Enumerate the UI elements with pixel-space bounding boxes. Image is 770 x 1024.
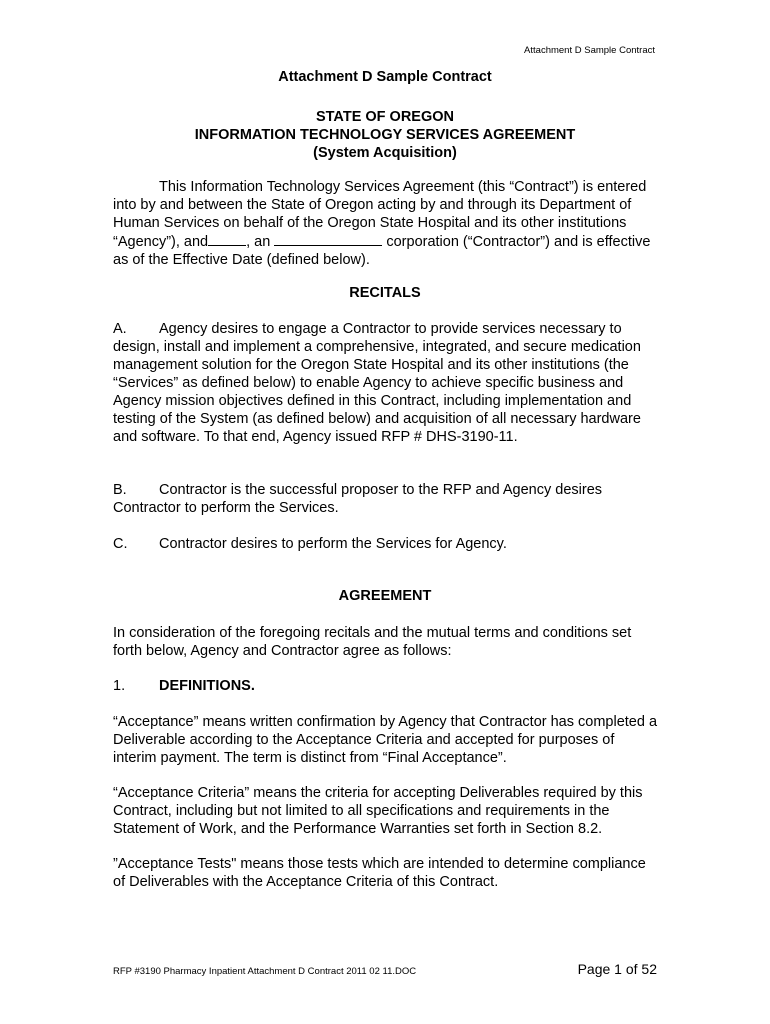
- title-line-2: INFORMATION TECHNOLOGY SERVICES AGREEMENT: [194, 127, 576, 143]
- definitions-number: 1.: [113, 678, 126, 694]
- definition-acceptance-criteria: “Acceptance Criteria” means the criteria for accepting Deliverables required by this Contract, including but not limited to all specifications and requirements in the Statement of Work, and the Performance Warranties set forth in Section 8.2.: [113, 785, 643, 837]
- recital-c: [113, 535, 658, 553]
- recitals-heading: RECITALS: [349, 285, 421, 301]
- agreement-heading: AGREEMENT: [338, 588, 432, 604]
- definition-acceptance-tests: ”Acceptance Tests" means those tests which are intended to determine compliance of Deliverables with the Acceptance Criteria of this Contract.: [113, 856, 646, 890]
- intro-part-2: , an: [246, 234, 271, 250]
- contractor-name-blank: [208, 232, 246, 246]
- recital-a-text: Agency desires to engage a Contractor to provide services necessary to design, install and implement a comprehensive, integrated, and secure medication management solution for the Oregon State Hospital and its other institutions (the “Services” as defined below) to enable Agency to achieve specific business and Agency mission objectives defined in this Contract, including implementation and testing of the System (as defined below) and acquisition of all necessary hardware and software. To that end, Agency issued RFP # DHS-3190-11.: [113, 321, 641, 445]
- footer-file-name: RFP #3190 Pharmacy Inpatient Attachment D Contract 2011 02 11.DOC: [113, 966, 417, 977]
- recital-b: [113, 481, 658, 517]
- intro-part-1: This Information Technology Services Agreement (this “Contract”) is entered into by and between the State of Oregon acting by and through its Department of Human Services on behalf of the Oregon State Hospital and its other institutions “Agency”), and: [113, 179, 647, 250]
- corporation-state-blank: [274, 232, 382, 246]
- page-number: Page 1 of 52: [577, 961, 657, 977]
- definitions-heading: [113, 677, 658, 695]
- recital-b-label: B.: [113, 482, 127, 498]
- title-line-3: (System Acquisition): [313, 145, 457, 161]
- title-line-1: STATE OF OREGON: [315, 109, 455, 125]
- definition-acceptance: “Acceptance” means written confirmation by Agency that Contractor has completed a Deliverable according to the Acceptance Criteria and accepted for purposes of interim payment. The term is distinct from “Final Acceptance”.: [113, 714, 658, 766]
- document-title: Attachment D Sample Contract: [278, 69, 492, 85]
- recital-c-label: C.: [113, 536, 128, 552]
- agreement-paragraph: In consideration of the foregoing recitals and the mutual terms and conditions set forth below, Agency and Contractor agree as follows:: [113, 625, 632, 659]
- recital-c-text: Contractor desires to perform the Services for Agency.: [159, 536, 507, 552]
- intro-part-3: corporation (“Contractor”) and is effective as of the Effective Date (defined below).: [113, 234, 651, 268]
- recital-a-label: A.: [113, 321, 127, 337]
- running-header: Attachment D Sample Contract: [524, 45, 655, 56]
- recital-b-text: Contractor is the successful proposer to the RFP and Agency desires Contractor to perform the Services.: [113, 482, 603, 516]
- intro-paragraph: [113, 178, 658, 269]
- recital-a: [113, 320, 658, 446]
- definitions-title: DEFINITIONS.: [159, 678, 255, 694]
- agreement-title-block: [0, 108, 770, 162]
